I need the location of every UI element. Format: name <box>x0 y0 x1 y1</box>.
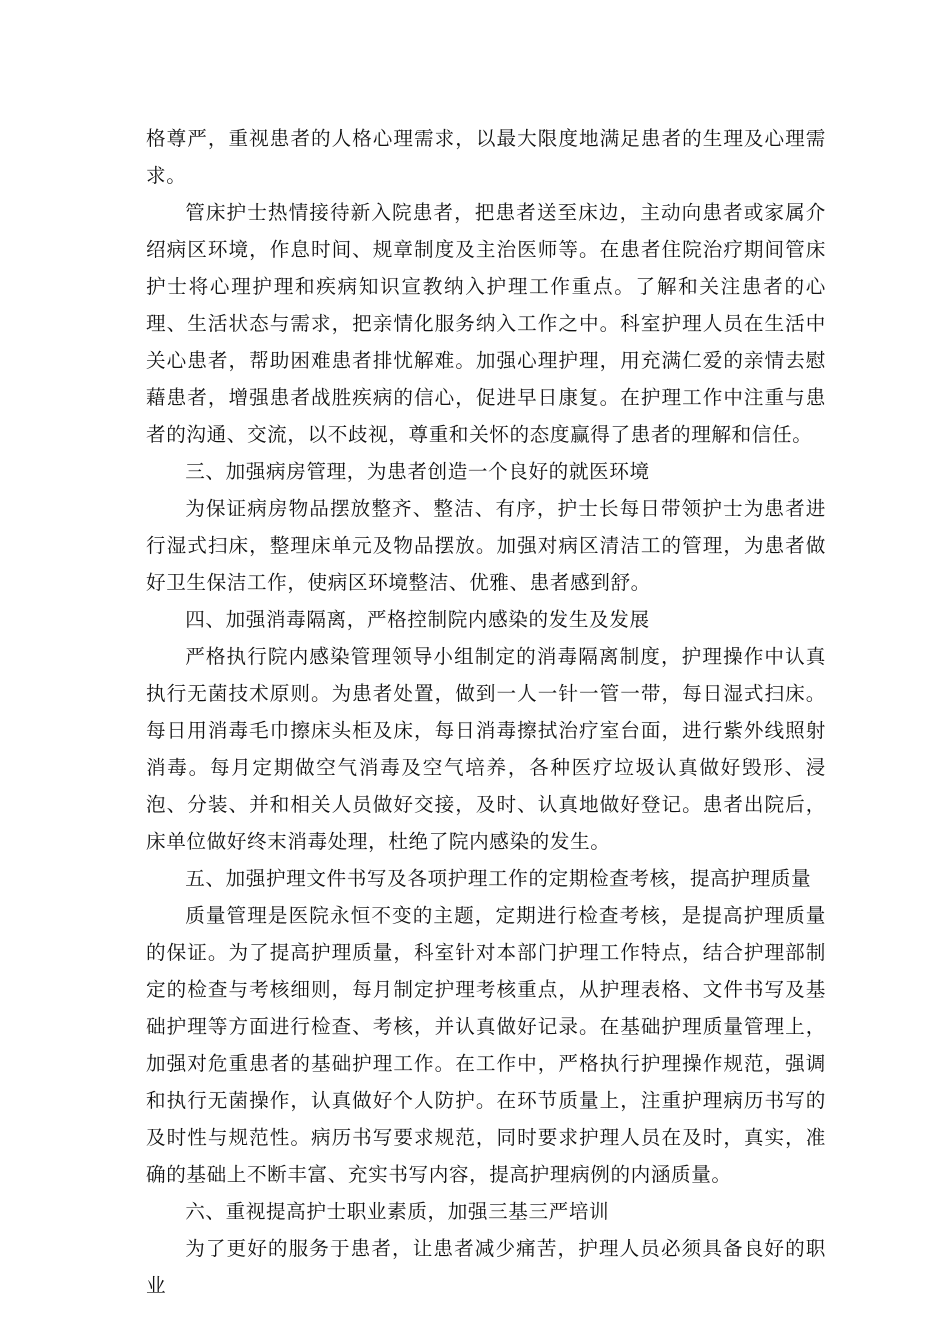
paragraph-professional-quality: 为了更好的服务于患者，让患者减少痛苦，护理人员必须具备良好的职业 <box>146 1237 826 1297</box>
paragraph-continued: 格尊严，重视患者的人格心理需求，以最大限度地满足患者的生理及心理需求。 <box>146 127 826 187</box>
section-heading-6: 六、重视提高护士职业素质，加强三基三严培训 <box>185 1200 610 1223</box>
paragraph-ward-management: 为保证病房物品摆放整齐、整洁、有序，护士长每日带领护士为患者进行湿式扫床，整理床单元及物品摆放。加强对病区清洁工的管理，为患者做好卫生保洁工作，使病区环境整洁、优雅、患者感到舒。 <box>146 497 826 594</box>
section-heading-4: 四、加强消毒隔离，严格控制院内感染的发生及发展 <box>185 608 650 631</box>
paragraph-quality-management: 质量管理是医院永恒不变的主题，定期进行检查考核，是提高护理质量的保证。为了提高护理质量，科室针对本部门护理工作特点，结合护理部制定的检查与考核细则，每月制定护理考核重点，从护理表格、文件书写及基础护理等方面进行检查、考核，并认真做好记录。在基础护理质量管理上，加强对危重患者的基础护理工作。在工作中，严格执行护理操作规范，强调和执行无菌操作，认真做好个人防护。在环节质量上，注重护理病历书写的及时性与规范性。病历书写要求规范，同时要求护理人员在及时，真实，准确的基础上不断丰富、充实书写内容，提高护理病例的内涵质量。 <box>146 904 826 1186</box>
paragraph-admission-care: 管床护士热情接待新入院患者，把患者送至床边，主动向患者或家属介绍病区环境，作息时间、规章制度及主治医师等。在患者住院治疗期间管床护士将心理护理和疾病知识宣教纳入护理工作重点。了解和关注患者的心理、生活状态与需求，把亲情化服务纳入工作之中。科室护理人员在生活中关心患者，帮助困难患者排忧解难。加强心理护理，用充满仁爱的亲情去慰藉患者，增强患者战胜疾病的信心，促进早日康复。在护理工作中注重与患者的沟通、交流，以不歧视，尊重和关怀的态度赢得了患者的理解和信任。 <box>146 201 826 446</box>
section-heading-5: 五、加强护理文件书写及各项护理工作的定期检查考核，提高护理质量 <box>185 867 812 890</box>
paragraph-disinfection: 严格执行院内感染管理领导小组制定的消毒隔离制度，护理操作中认真执行无菌技术原则。为患者处置，做到一人一针一管一带，每日湿式扫床。每日用消毒毛巾擦床头柜及床，每日消毒擦拭治疗室台面，进行紫外线照射消毒。每月定期做空气消毒及空气培养，各种医疗垃圾认真做好毁形、浸泡、分装、并和相关人员做好交接，及时、认真地做好登记。患者出院后，床单位做好终末消毒处理，杜绝了院内感染的发生。 <box>146 645 826 853</box>
section-heading-3: 三、加强病房管理，为患者创造一个良好的就医环境 <box>185 460 650 483</box>
document-body <box>146 120 826 1304</box>
